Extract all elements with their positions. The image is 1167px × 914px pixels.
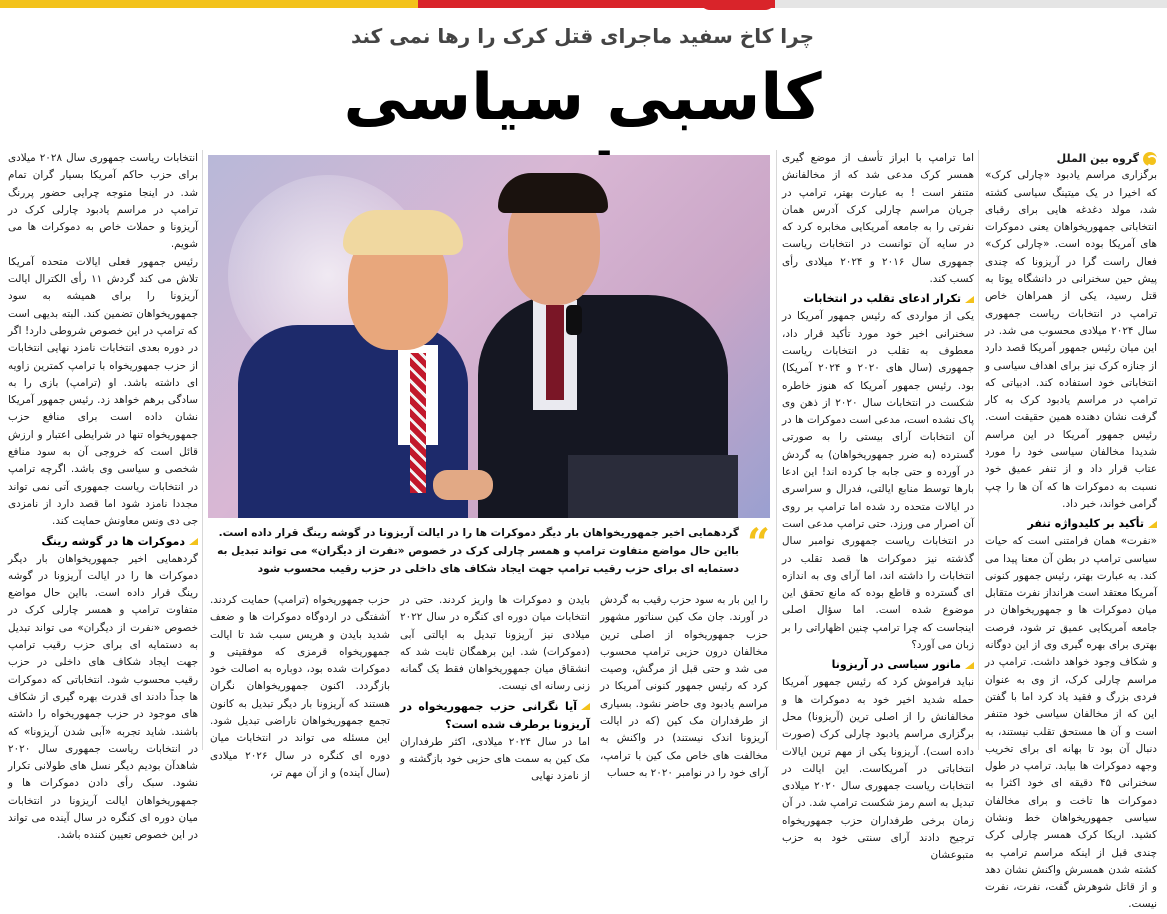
paragraph: «نفرت» همان فرامتنی است که حیات سیاسی ترامپ در بطن آن معنا پیدا می کند. به عبارت بهتر، رئیس جمهور کنونی آمریکا معتقد است هرانداز نفرت متقابل میان دموکرات ها و جمهوریخواهان در جامعه آمریکایی عمیق تر شود، فرصت بهتری برای بهره گیری وی از این دوگانه و شکاف وجود خواهد داشت. ترامپ در مراسم چارلی کرک، از وی به عنوان فردی بزرگ و فقید یاد کرد اما با گفتن این که از مخالفان سیاسی خود متنفر است و آن ها مستحق تقلب نیستند، به دنبال آن بود تا بهانه ای برای تخریب وجهه دموکرات ها بیابد. ترامپ در طول سخنرانی ۴۵ دقیقه ای خود اکثرا به دموکرات ها تاخت و برای مخالفان سیاسی جمهوریخواهان خط ونشان کشید. اریکا کرک همسر چارلی کرک چندی قبل از اینکه مراسم ترامپ به کشته شدن همسرش واکنش نشان دهد و از قاتل شوهرش گفت، نفرت، نفرت نیست. — [985, 535, 1158, 911]
paragraph: اما در سال ۲۰۲۴ میلادی، اکثر طرفداران مک کین به سمت های حزبی خود بازگشته و از نامزد نهایی — [400, 735, 590, 783]
subheading: تکرار ادعای تقلب در انتخابات — [782, 290, 974, 308]
paragraph: بایدن و دموکرات ها واریز کردند. حتی در انتخابات میان دوره ای کنگره در سال ۲۰۲۲ میلادی نیز آریزونا تبدیل به ایالتی آبی (دموکرات) شد. این برهمگان ثابت شد که انشقاق میان جمهوریخواهان فقط یک گمانه زنی رسانه ای نیست. — [400, 594, 590, 693]
section-label-text: گروه بین الملل — [1056, 152, 1139, 165]
article-column-1 — [985, 150, 1158, 911]
photo-caption — [208, 520, 770, 582]
newspaper-logo-icon — [1143, 152, 1157, 166]
paragraph: را این بار به سود حزب رقیب به گردش در آورند. جان مک کین سناتور مشهور حزب جمهوریخواه از اصلی ترین مخالفان درون حزبی ترامپ محسوب می شد و حتی قبل از مرگش، وصیت کرد که رئیس جمهور کنونی آمریکا در مراسم یادبود وی حاضر نشود. بسیاری از طرفداران مک کین (که در ایالت آریزونا اندک نیستند) در واکنش به مخالفت های خاص مک کین با ترامپ، آرای خود را در نوامبر ۲۰۲۰ به حساب — [600, 594, 768, 779]
paragraph: گردهمایی اخیر جمهوریخواهان بار دیگر دموکرات ها را در ایالت آریزونا در گوشه رینگ قرار داده است. بااین حال مواضع متفاوت ترامپ و همسر چارلی کرک در خصوص «نفرت از دیگران» می تواند تبدیل به دستمایه ای برای حزب رقیب ترامپ جهت ایجاد شکاف های داخلی در حزب رقیب محسوب شود. انتخاباتی که دموکرات ها جداً دادند ای قدرت بهره گیری از شکاف های موجود در حزب جمهوریخواه را داشته باشند. شاید تجربه «آبی شدن آریزونا» که در انتخابات ریاست جمهوری سال ۲۰۲۰ شاهدآن بودیم دیگر نسل های طولانی تکرار نشود. سبک رأی دادن دموکرات ها و جمهوریخواهان ایالت آریزونا در انتخابات میان دوره ای کنگره در سال آینده می تواند در این خصوص تعیین کننده باشد. — [8, 552, 198, 842]
photo-caption-text: گردهمایی اخیر جمهوریخواهان بار دیگر دموکرات ها را در ایالت آریزونا در گوشه رینگ قرار داده است. بااین حال مواضع متفاوت ترامپ و همسر چارلی کرک در خصوص «نفرت از دیگران» می تواند تبدیل به دستمایه ای برای حزب رقیب ترامپ جهت ایجاد شکاف های داخلی در حزب رقیب محسوب شود — [217, 527, 739, 575]
subheading: آیا نگرانی حزب جمهوریخواه در آریزونا برطرف شده است؟ — [400, 699, 590, 731]
triangle-bullet-icon — [189, 538, 198, 545]
triangle-bullet-icon — [1148, 521, 1157, 528]
article-column-4 — [400, 592, 590, 783]
column-divider — [202, 150, 203, 750]
paragraph: یکی از مواردی که رئیس جمهور آمریکا در سخنرانی اخیر خود مورد تأکید قرار داد، معطوف به تقلب در انتخابات ریاست جمهوری (سال های ۲۰۲۰ و ۲۰۲۴ آمریکا) بود. رئیس جمهور آمریکا که هنوز خاطره شکست در انتخابات سال ۲۰۲۰ از ذهن وی پاک نشده است، مدعی است دموکرات ها در آن انتخابات آرای بیستی را به صورتی گسترده (به ضرر جمهوریخواهان) به گردش در آورده و حتی جابه جا کرده اند! این ادعا بارها توسط منابع ایالتی، فدرال و سراسری در ایالات متحده رد شده اما ترامپ بر روی آن اصرار می ورزد. حتی ترامپ مدعی است در انتخابات ریاست جمهوری نوامبر سال گذشته نیز دموکرات ها قصد تقلب در انتخابات را داشته اند، اما آرای وی به اندازه ای گسترده و قاطع بوده که مانع تحقق این موضوع شده است. اما سؤال اصلی اینجاست که چرا ترامپ چنین اظهاراتی را بر زبان می آورد؟ — [782, 310, 975, 652]
column-divider — [978, 150, 979, 750]
paragraph: رئیس جمهور فعلی ایالات متحده آمریکا تلاش می کند گردش ۱۱ رأی الکترال ایالت آریزونا را برای همیشه به سود جمهوریخواهان تضمین کند. البته بدیهی است که ترامپ در این خصوص شروطی دارد! اگر در دوره بعدی انتخابات نامزد نهایی انتخابات از حزب جمهوریخواه با ترامپ کمترین زاویه ای داشته باشد. او (ترامپ) بازی را به سادگی برهم خواهد زد. رئیس جمهور آمریکا نشان داده است برای منافع حزب جمهوریخواه تنها در شرایطی اعتبار و ارزش قائل است که خروجی آن به سود منافع شخصی و سیاسی وی باشد. اگرچه ترامپ در انتخابات ریاست جمهوری آتی نمی تواند مجددا نامزد شود اما قصد دارد از نامزدی جی دی ونس معاونش حمایت کند. — [8, 255, 198, 528]
paragraph: انتخابات ریاست جمهوری سال ۲۰۲۸ میلادی برای حزب حاکم آمریکا بسیار گران تمام شد. در اینجا متوجه چرایی حضور پررنگ ترامپ در مراسم یادبود چارلی کرک در آریزونا و حملات خاص به دموکرات ها می شویم. — [8, 152, 199, 251]
paragraph: نباید فراموش کرد که رئیس جمهور آمریکا حمله شدید اخیر خود به دموکرات ها و مخالفانش را از اصلی ترین (آریزونا) محل برگزاری مراسم یادبود چارلی کرک (صورت داده است). آریزونا یکی از مهم ترین ایالات انتخاباتی در آمریکاست. این ایالت در انتخابات ریاست جمهوری سال ۲۰۲۰ میلادی تبدیل به اسم رمز شکست ترامپ شد. در آن زمان برخی طرفداران حزب جمهوریخواه ترجیح دادند آرای سنتی خود به حزب متبوعشان — [782, 676, 974, 862]
article-column-5 — [210, 592, 390, 779]
top-color-bar — [0, 0, 1167, 8]
subheading: مانور سیاسی در آریزونا — [782, 656, 974, 674]
column-divider — [776, 150, 777, 750]
triangle-bullet-icon — [965, 296, 974, 303]
paragraph: برگزاری مراسم یادبود «چارلی کرک» که اخیرا در یک میتینگ سیاسی کشته شد، مولد دغدغه هایی برای رقبای انتخاباتی جمهوریخواهان یعنی دموکرات های آمریکا بوده است. «چارلی کرک» فعال راست گرا در آریزونا که چندی پیش حین سخنرانی در دانشگاه یوتا به قتل رسید، یکی از همراهان خاص ترامپ در انتخابات ریاست جمهوری سال ۲۰۲۴ میلادی محسوب می شد. در این میان رئیس جمهور آمریکا قصد دارد از جنازه کرک نیز برای اهداف سیاسی و انتخاباتی خود استفاده کند. ادبیاتی که ترامپ در مراسم یادبود کرک به کار گرفت نشان دهنده همین حقیقت است. رئیس جمهور آمریکا در این مراسم شدیدا مخالفان سیاسی خود را مورد عتاب قرار داد و از تنفر عمیق خود نسبت به دموکرات ها که آن ها را چپ گرامی خواند، خبر داد. — [985, 169, 1157, 510]
quote-mark-icon: “ — [746, 520, 770, 567]
article-kicker: چرا کاخ سفید ماجرای قتل کرک را رها نمی کند — [350, 24, 815, 48]
paragraph: حزب جمهوریخواه (ترامپ) حمایت کردند. آشفتگی در اردوگاه دموکرات ها و ضعف شدید بایدن و هریس سبب شد تا ایالت جمهوریخواه قرمزی که موفقیتی و دموکرات شده بود، دوباره به اصالت خود بازگردد. اکنون جمهوریخواهان نگران هستند که آریزونا بار دیگر تبدیل به کانون تجمع جمهوریخواهان ناراضی تبدیل شود. این مسئله می تواند در انتخابات میان دوره ای کنگره در سال ۲۰۲۶ میلادی (سال آینده) و از آن مهم تر، — [210, 594, 390, 779]
article-headline: کاسبی سیاسی — [343, 61, 822, 135]
article-photo — [208, 155, 770, 518]
article-column-3 — [600, 592, 768, 779]
article-column-6 — [8, 150, 199, 842]
subheading: تأکید بر کلیدواژه تنفر — [985, 515, 1157, 533]
subheading: دموکرات ها در گوشه رینگ — [8, 533, 198, 551]
section-label — [985, 150, 1157, 167]
article-column-2 — [782, 150, 975, 862]
triangle-bullet-icon — [965, 662, 974, 669]
triangle-bullet-icon — [581, 703, 590, 710]
paragraph: اما ترامپ با ابراز تأسف از موضع گیری همسر کرک مدعی شد که از مخالفانش متنفر است ! به عبارت بهتر، ترامپ در جریان مراسم چارلی کرک آدرس همان نفرتی را به جامعه آمریکایی مخابره کرد که در سایه آن توانست در انتخابات ریاست جمهوری سال ۲۰۱۶ و ۲۰۲۴ میلادی رأی کسب کند. — [782, 152, 975, 286]
